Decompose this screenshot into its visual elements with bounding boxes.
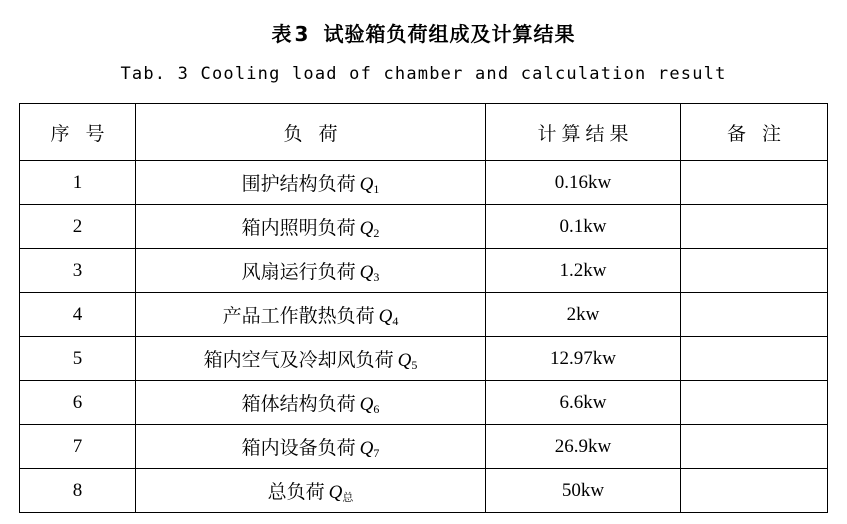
table-caption-english: Tab. 3 Cooling load of chamber and calculation result <box>120 64 727 84</box>
load-name: 箱内空气及冷却风负荷 <box>203 348 394 371</box>
caption-number: 3 <box>294 22 310 46</box>
cell-no: 6 <box>20 381 136 425</box>
load-symbol <box>360 262 380 283</box>
symbol-subscript: 7 <box>373 445 380 460</box>
cell-result: 50kw <box>486 469 681 513</box>
cell-load <box>136 205 486 249</box>
document-page <box>0 18 847 524</box>
cell-no: 4 <box>20 293 136 337</box>
cell-no: 2 <box>20 205 136 249</box>
symbol-subscript: 1 <box>373 181 380 196</box>
load-name: 箱体结构负荷 <box>241 392 356 415</box>
cell-note <box>681 425 828 469</box>
symbol-subscript: 3 <box>373 269 380 284</box>
load-symbol <box>398 350 418 371</box>
cell-load <box>136 293 486 337</box>
cell-result: 26.9kw <box>486 425 681 469</box>
cell-load <box>136 337 486 381</box>
load-symbol <box>360 394 380 415</box>
table-header-row <box>20 104 828 161</box>
cell-load <box>136 425 486 469</box>
symbol-subscript: 2 <box>373 225 380 240</box>
symbol-letter: Q <box>328 481 343 503</box>
cell-note <box>681 161 828 205</box>
cell-load <box>136 249 486 293</box>
cell-note <box>681 337 828 381</box>
load-symbol <box>329 482 354 503</box>
symbol-letter: Q <box>359 393 374 415</box>
cell-result: 0.1kw <box>486 205 681 249</box>
symbol-subscript: 4 <box>392 313 399 328</box>
symbol-subscript: 总 <box>342 490 354 504</box>
table-body <box>20 161 828 513</box>
load-name: 箱内设备负荷 <box>241 436 356 459</box>
load-name: 风扇运行负荷 <box>241 260 356 283</box>
table-row <box>20 161 828 205</box>
cell-note <box>681 249 828 293</box>
column-header-note: 备 注 <box>681 104 828 161</box>
symbol-letter: Q <box>359 217 374 239</box>
cell-result: 6.6kw <box>486 381 681 425</box>
symbol-letter: Q <box>359 437 374 459</box>
load-symbol <box>360 218 380 239</box>
table-caption-chinese <box>0 18 847 47</box>
load-symbol <box>379 306 399 327</box>
symbol-letter: Q <box>359 173 374 195</box>
load-symbol <box>360 438 380 459</box>
table-row <box>20 249 828 293</box>
cell-no: 5 <box>20 337 136 381</box>
cell-note <box>681 205 828 249</box>
cell-result: 1.2kw <box>486 249 681 293</box>
cell-note <box>681 293 828 337</box>
symbol-letter: Q <box>397 349 412 371</box>
load-name: 围护结构负荷 <box>241 172 356 195</box>
cell-no: 7 <box>20 425 136 469</box>
cell-result: 2kw <box>486 293 681 337</box>
caption-text: 试验箱负荷组成及计算结果 <box>323 22 576 46</box>
table-row <box>20 205 828 249</box>
cooling-load-table <box>19 103 828 513</box>
cell-load <box>136 161 486 205</box>
cell-load <box>136 381 486 425</box>
table-header <box>20 104 828 161</box>
cell-no: 3 <box>20 249 136 293</box>
symbol-subscript: 6 <box>373 401 380 416</box>
symbol-letter: Q <box>359 261 374 283</box>
symbol-subscript: 5 <box>411 357 418 372</box>
column-header-no: 序 号 <box>20 104 136 161</box>
table-row <box>20 293 828 337</box>
caption-label: 表 <box>271 22 293 46</box>
table-row <box>20 381 828 425</box>
cell-result: 0.16kw <box>486 161 681 205</box>
cell-no: 1 <box>20 161 136 205</box>
load-name: 箱内照明负荷 <box>241 216 356 239</box>
table-row <box>20 425 828 469</box>
load-symbol <box>360 174 380 195</box>
cell-no: 8 <box>20 469 136 513</box>
cell-note <box>681 381 828 425</box>
symbol-letter: Q <box>378 305 393 327</box>
table-row <box>20 337 828 381</box>
column-header-result: 计算结果 <box>486 104 681 161</box>
column-header-load: 负 荷 <box>136 104 486 161</box>
cell-result: 12.97kw <box>486 337 681 381</box>
load-name: 总负荷 <box>267 480 325 503</box>
load-name: 产品工作散热负荷 <box>222 304 375 327</box>
